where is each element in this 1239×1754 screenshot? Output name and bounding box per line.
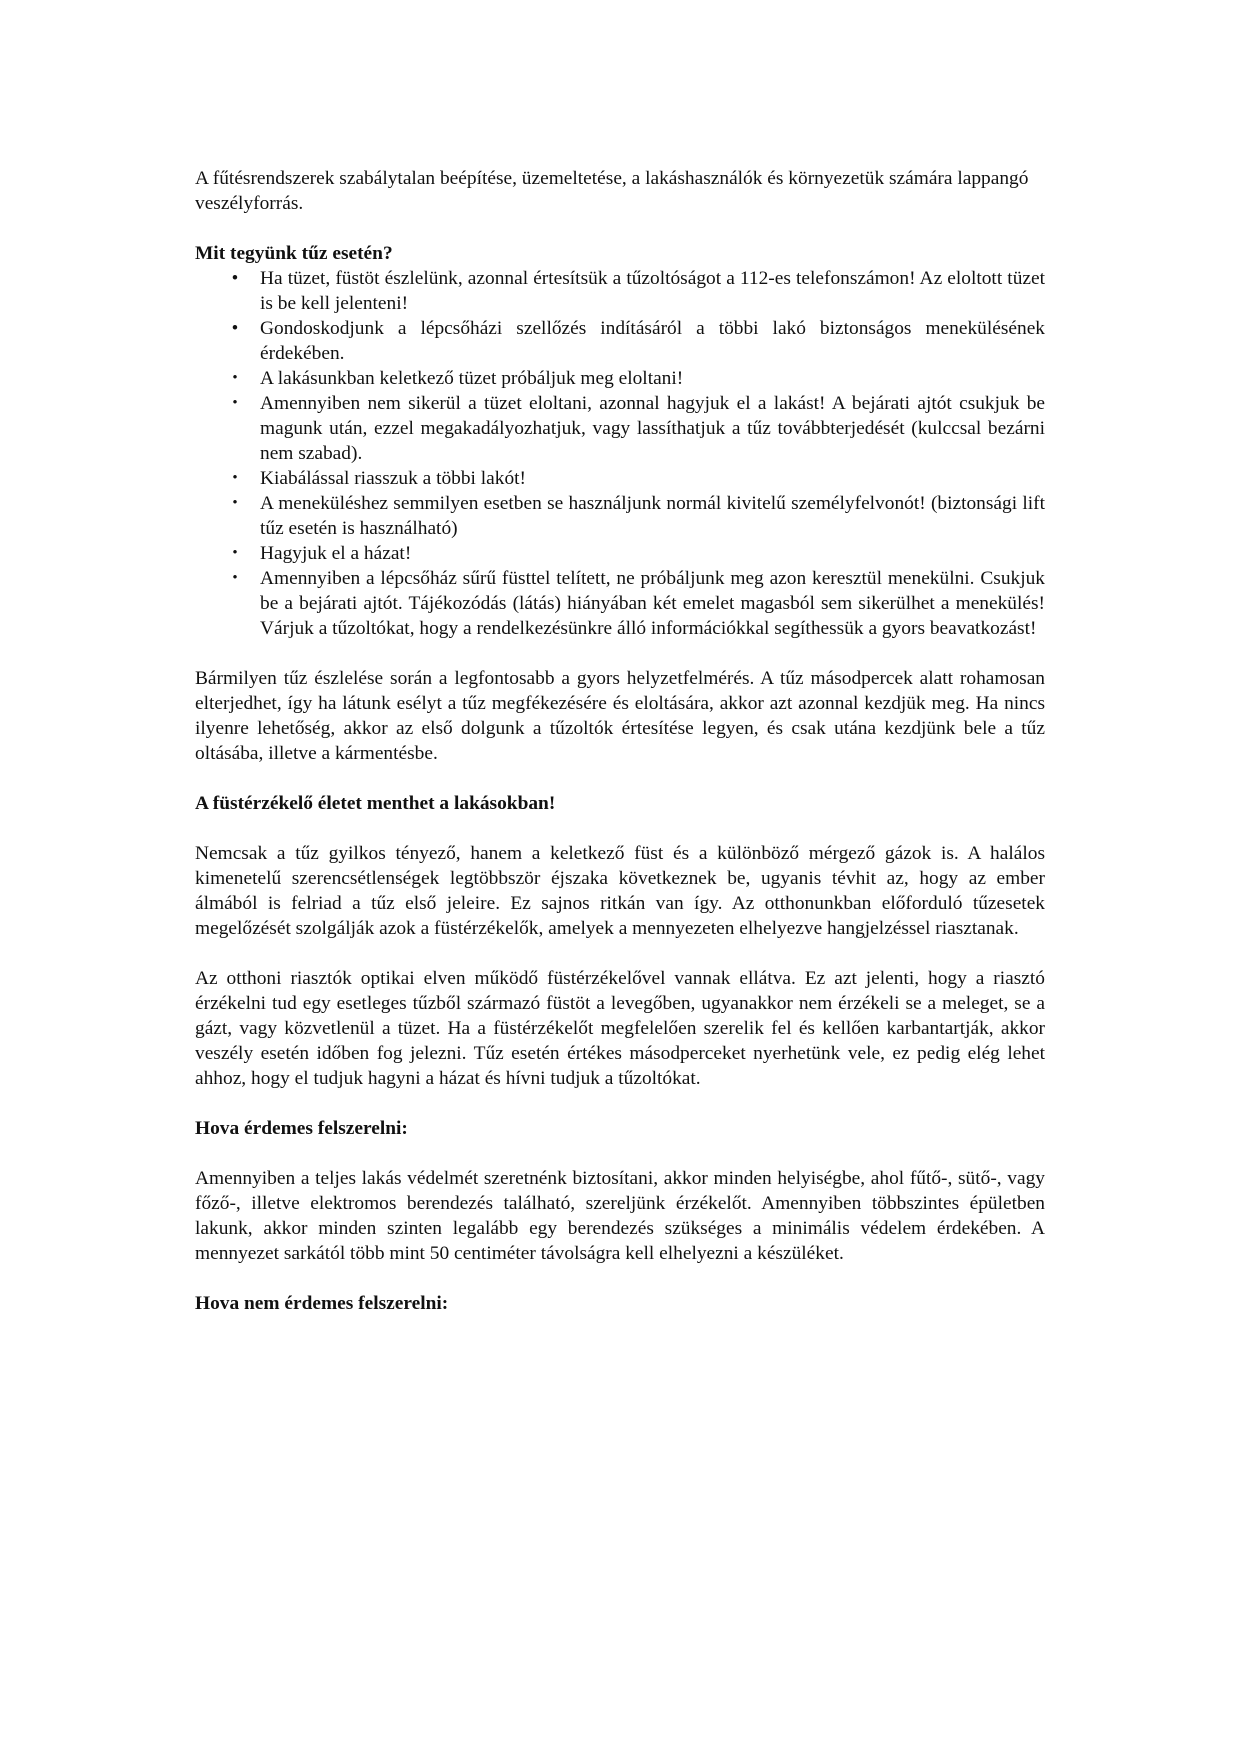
- list-item-text: Gondoskodjunk a lépcsőházi szellőzés indításáról a többi lakó biztonságos menekülésének érdekében.: [260, 318, 1045, 364]
- list-item: [195, 366, 1045, 391]
- list-item-text: Amennyiben a lépcsőház sűrű füsttel telített, ne próbáljunk meg azon keresztül menekülni. Csukjuk be a bejárati ajtót. Tájékozódás (látás) hiányában két emelet magasból sem sikerülhet a menekülés! Várjuk a tűzoltókat, hogy a rendelkezésünkre álló információkkal segíthessük a gyors beavatkozást!: [260, 568, 1045, 639]
- bullet-icon: •: [232, 470, 238, 486]
- list-item-text: Hagyjuk el a házat!: [260, 543, 412, 564]
- fire-instructions-list: [195, 266, 1045, 641]
- list-item: [195, 391, 1045, 466]
- detector-section-heading: A füstérzékelő életet menthet a lakásokban!: [195, 793, 556, 814]
- intro-paragraph: A fűtésrendszerek szabálytalan beépítése, üzemeltetése, a lakáshasználók és környezetük számára lappangó veszélyforrás.: [195, 168, 1029, 214]
- bullet-icon: •: [232, 395, 238, 411]
- detector-paragraph-1: Nemcsak a tűz gyilkos tényező, hanem a keletkező füst és a különböző mérgező gázok is. A halálos kimenetelű szerencsétlenségek legtöbbször éjszaka következnek be, ugyanis tévhit az, hogy az ember álmából is felriad a tűz első jeleire. Ez sajnos ritkán van így. Az otthonunkban előforduló tűzesetek megelőzését szolgálják azok a füstérzékelők, amelyek a mennyezeten elhelyezve hangjelzéssel riasztanak.: [195, 843, 1045, 939]
- list-item: [195, 316, 1045, 366]
- fire-section-heading: Mit tegyünk tűz esetén?: [195, 243, 393, 264]
- bullet-icon: •: [231, 318, 239, 339]
- document-page: [195, 166, 1045, 1316]
- list-item: [195, 541, 1045, 566]
- where-not-install-heading: Hova nem érdemes felszerelni:: [195, 1293, 449, 1314]
- list-item: [195, 466, 1045, 491]
- assessment-paragraph: Bármilyen tűz észlelése során a legfontosabb a gyors helyzetfelmérés. A tűz másodpercek alatt rohamosan elterjedhet, így ha látunk esélyt a tűz megfékezésére és eloltására, akkor azt azonnal kezdjük meg. Ha nincs ilyenre lehetőség, akkor az első dolgunk a tűzoltók értesítése legyen, és csak utána kezdjünk bele a tűz oltásába, illetve a kármentésbe.: [195, 668, 1045, 764]
- bullet-icon: •: [232, 495, 238, 511]
- list-item-text: A lakásunkban keletkező tüzet próbáljuk meg eloltani!: [260, 368, 684, 389]
- list-item: [195, 491, 1045, 541]
- list-item-text: Ha tüzet, füstöt észlelünk, azonnal értesítsük a tűzoltóságot a 112-es telefonszámon! Az eloltott tüzet is be kell jelenteni!: [260, 268, 1045, 314]
- list-item: [195, 266, 1045, 316]
- bullet-icon: •: [232, 370, 238, 386]
- list-item-text: Amennyiben nem sikerül a tüzet eloltani, azonnal hagyjuk el a lakást! A bejárati ajtót csukjuk be magunk után, ezzel megakadályozhatjuk, vagy lassíthatjuk a tűz továbbterjedését (kulccsal bezárni nem szabad).: [260, 393, 1045, 464]
- list-item: [195, 566, 1045, 641]
- where-install-paragraph: Amennyiben a teljes lakás védelmét szeretnénk biztosítani, akkor minden helyiségbe, ahol fűtő-, sütő-, vagy főző-, illetve elektromos berendezés található, szereljünk érzékelőt. Amennyiben többszintes épületben lakunk, akkor minden szinten legalább egy berendezés szükséges a minimális védelem érdekében. A mennyezet sarkától több mint 50 centiméter távolságra kell elhelyezni a készüléket.: [195, 1168, 1045, 1264]
- bullet-icon: •: [232, 545, 238, 561]
- bullet-icon: •: [232, 570, 238, 586]
- list-item-text: A meneküléshez semmilyen esetben se használjunk normál kivitelű személyfelvonót! (biztonsági lift tűz esetén is használható): [260, 493, 1045, 539]
- list-item-text: Kiabálással riasszuk a többi lakót!: [260, 468, 527, 489]
- bullet-icon: •: [231, 268, 239, 289]
- detector-paragraph-2: Az otthoni riasztók optikai elven működő füstérzékelővel vannak ellátva. Ez azt jelenti, hogy a riasztó érzékelni tud egy esetleges tűzből származó füstöt a levegőben, ugyanakkor nem érzékeli se a meleget, se a gázt, vagy közvetlenül a tüzet. Ha a füstérzékelőt megfelelően szerelik fel és kellően karbantartják, akkor veszély esetén időben fog jelezni. Tűz esetén értékes másodperceket nyerhetünk vele, ez pedig elég lehet ahhoz, hogy el tudjuk hagyni a házat és hívni tudjuk a tűzoltókat.: [195, 968, 1045, 1089]
- where-install-heading: Hova érdemes felszerelni:: [195, 1118, 408, 1139]
